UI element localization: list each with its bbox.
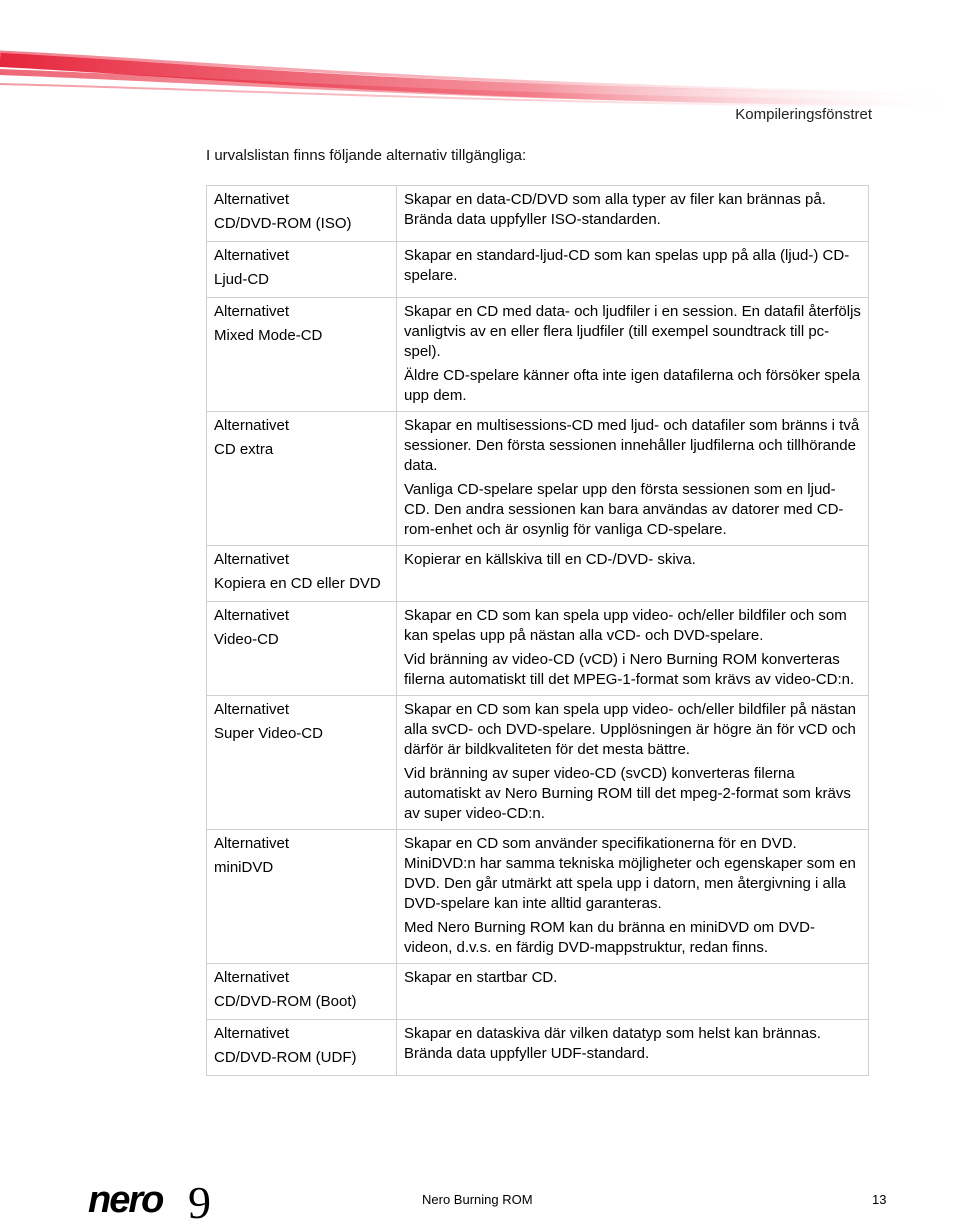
option-description-cell — [397, 696, 869, 830]
option-description: Vid bränning av super video-CD (svCD) konverteras filerna automatiskt av Nero Burning ROM till det mpeg-2-format som krävs av super video-CD:n. — [404, 765, 851, 822]
option-row — [207, 242, 869, 298]
footer-product-name: Nero Burning ROM — [422, 1192, 533, 1207]
option-name: Video-CD — [214, 631, 279, 648]
option-description: Skapar en CD med data- och ljudfiler i en session. En datafil återföljs vanligtvis av en eller flera ljudfiler (till exempel soundtrack till pc-spel). — [404, 303, 861, 360]
option-row — [207, 298, 869, 412]
option-description-cell — [397, 1020, 869, 1076]
option-name-cell — [207, 186, 397, 242]
option-row — [207, 696, 869, 830]
option-description: Vid bränning av video-CD (vCD) i Nero Burning ROM konverteras filerna automatiskt till det MPEG-1-format som krävs av video-CD:n. — [404, 651, 855, 688]
option-name-cell — [207, 1020, 397, 1076]
option-description: Skapar en dataskiva där vilken datatyp som helst kan brännas. Brända data uppfyller UDF-standard. — [404, 1025, 821, 1062]
option-name: Super Video-CD — [214, 725, 323, 742]
option-description: Skapar en CD som kan spela upp video- och/eller bildfiler på nästan alla svCD- och DVD-spelare. Upplösningen är högre än för vCD och därför är bildkvaliteten för det mesta bättre. — [404, 701, 856, 758]
option-description-cell — [397, 602, 869, 696]
option-name-cell — [207, 830, 397, 964]
option-name: CD extra — [214, 441, 274, 458]
option-name: CD/DVD-ROM (ISO) — [214, 215, 352, 232]
option-description: Kopierar en källskiva till en CD-/DVD- skiva. — [404, 551, 696, 568]
option-description: Vanliga CD-spelare spelar upp den första sessionen som en ljud-CD. Den andra sessionen kan bara användas av datorer med CD-rom-enhet och är osynlig för vanliga CD-spelare. — [404, 481, 844, 538]
option-label: Alternativet — [214, 551, 290, 568]
option-name-cell — [207, 602, 397, 696]
option-row — [207, 186, 869, 242]
option-name-cell — [207, 298, 397, 412]
option-name-cell — [207, 696, 397, 830]
option-description-cell — [397, 964, 869, 1020]
option-row — [207, 412, 869, 546]
option-description: Äldre CD-spelare känner ofta inte igen datafilerna och försöker spela upp dem. — [404, 367, 861, 404]
option-name: Kopiera en CD eller DVD — [214, 575, 381, 592]
option-label: Alternativet — [214, 417, 290, 434]
option-label: Alternativet — [214, 969, 290, 986]
option-label: Alternativet — [214, 701, 290, 718]
intro-text: I urvalslistan finns följande alternativ tillgängliga: — [206, 147, 527, 164]
option-name: CD/DVD-ROM (UDF) — [214, 1049, 357, 1066]
options-table — [206, 185, 869, 1076]
section-title: Kompileringsfönstret — [735, 106, 872, 123]
svg-text:nero: nero — [88, 1179, 163, 1221]
option-description: Skapar en multisessions-CD med ljud- och datafiler som bränns i två sessioner. Den första sessionen innehåller ljudfilerna och tillhörande data. — [404, 417, 860, 474]
option-description: Skapar en CD som kan spela upp video- och/eller bildfiler och som kan spelas upp på nästan alla vCD- och DVD-spelare. — [404, 607, 847, 644]
option-name-cell — [207, 242, 397, 298]
option-name: CD/DVD-ROM (Boot) — [214, 993, 357, 1010]
option-description-cell — [397, 546, 869, 602]
option-description: Med Nero Burning ROM kan du bränna en miniDVD om DVD-videon, d.v.s. en färdig DVD-mappstruktur, redan finns. — [404, 919, 815, 956]
option-row — [207, 602, 869, 696]
option-description-cell — [397, 186, 869, 242]
option-name: Mixed Mode-CD — [214, 327, 323, 344]
page-number: 13 — [872, 1192, 887, 1207]
option-name-cell — [207, 964, 397, 1020]
page-footer — [0, 1170, 960, 1224]
option-description-cell — [397, 298, 869, 412]
nero-logo — [88, 1178, 230, 1224]
option-label: Alternativet — [214, 607, 290, 624]
option-description: Skapar en data-CD/DVD som alla typer av filer kan brännas på. Brända data uppfyller ISO-standarden. — [404, 191, 826, 228]
option-row — [207, 546, 869, 602]
option-label: Alternativet — [214, 303, 290, 320]
option-name: miniDVD — [214, 859, 274, 876]
option-name: Ljud-CD — [214, 271, 270, 288]
option-name-cell — [207, 412, 397, 546]
header-swoosh-graphic — [0, 0, 960, 110]
option-name-cell — [207, 546, 397, 602]
option-description-cell — [397, 242, 869, 298]
option-description: Skapar en standard-ljud-CD som kan spelas upp på alla (ljud-) CD-spelare. — [404, 247, 850, 284]
option-row — [207, 964, 869, 1020]
option-description: Skapar en startbar CD. — [404, 969, 558, 986]
option-description-cell — [397, 830, 869, 964]
option-label: Alternativet — [214, 835, 290, 852]
option-label: Alternativet — [214, 247, 290, 264]
option-description-cell — [397, 412, 869, 546]
option-row — [207, 1020, 869, 1076]
option-label: Alternativet — [214, 1025, 290, 1042]
svg-text:9: 9 — [188, 1178, 211, 1224]
option-description: Skapar en CD som använder specifikationerna för en DVD. MiniDVD:n har samma tekniska möjligheter och egenskaper som en DVD. Den går utmärkt att spela upp i datorn, men återgivning i alla DVD-spelare kan inte alltid garanteras. — [404, 835, 856, 912]
option-label: Alternativet — [214, 191, 290, 208]
option-row — [207, 830, 869, 964]
